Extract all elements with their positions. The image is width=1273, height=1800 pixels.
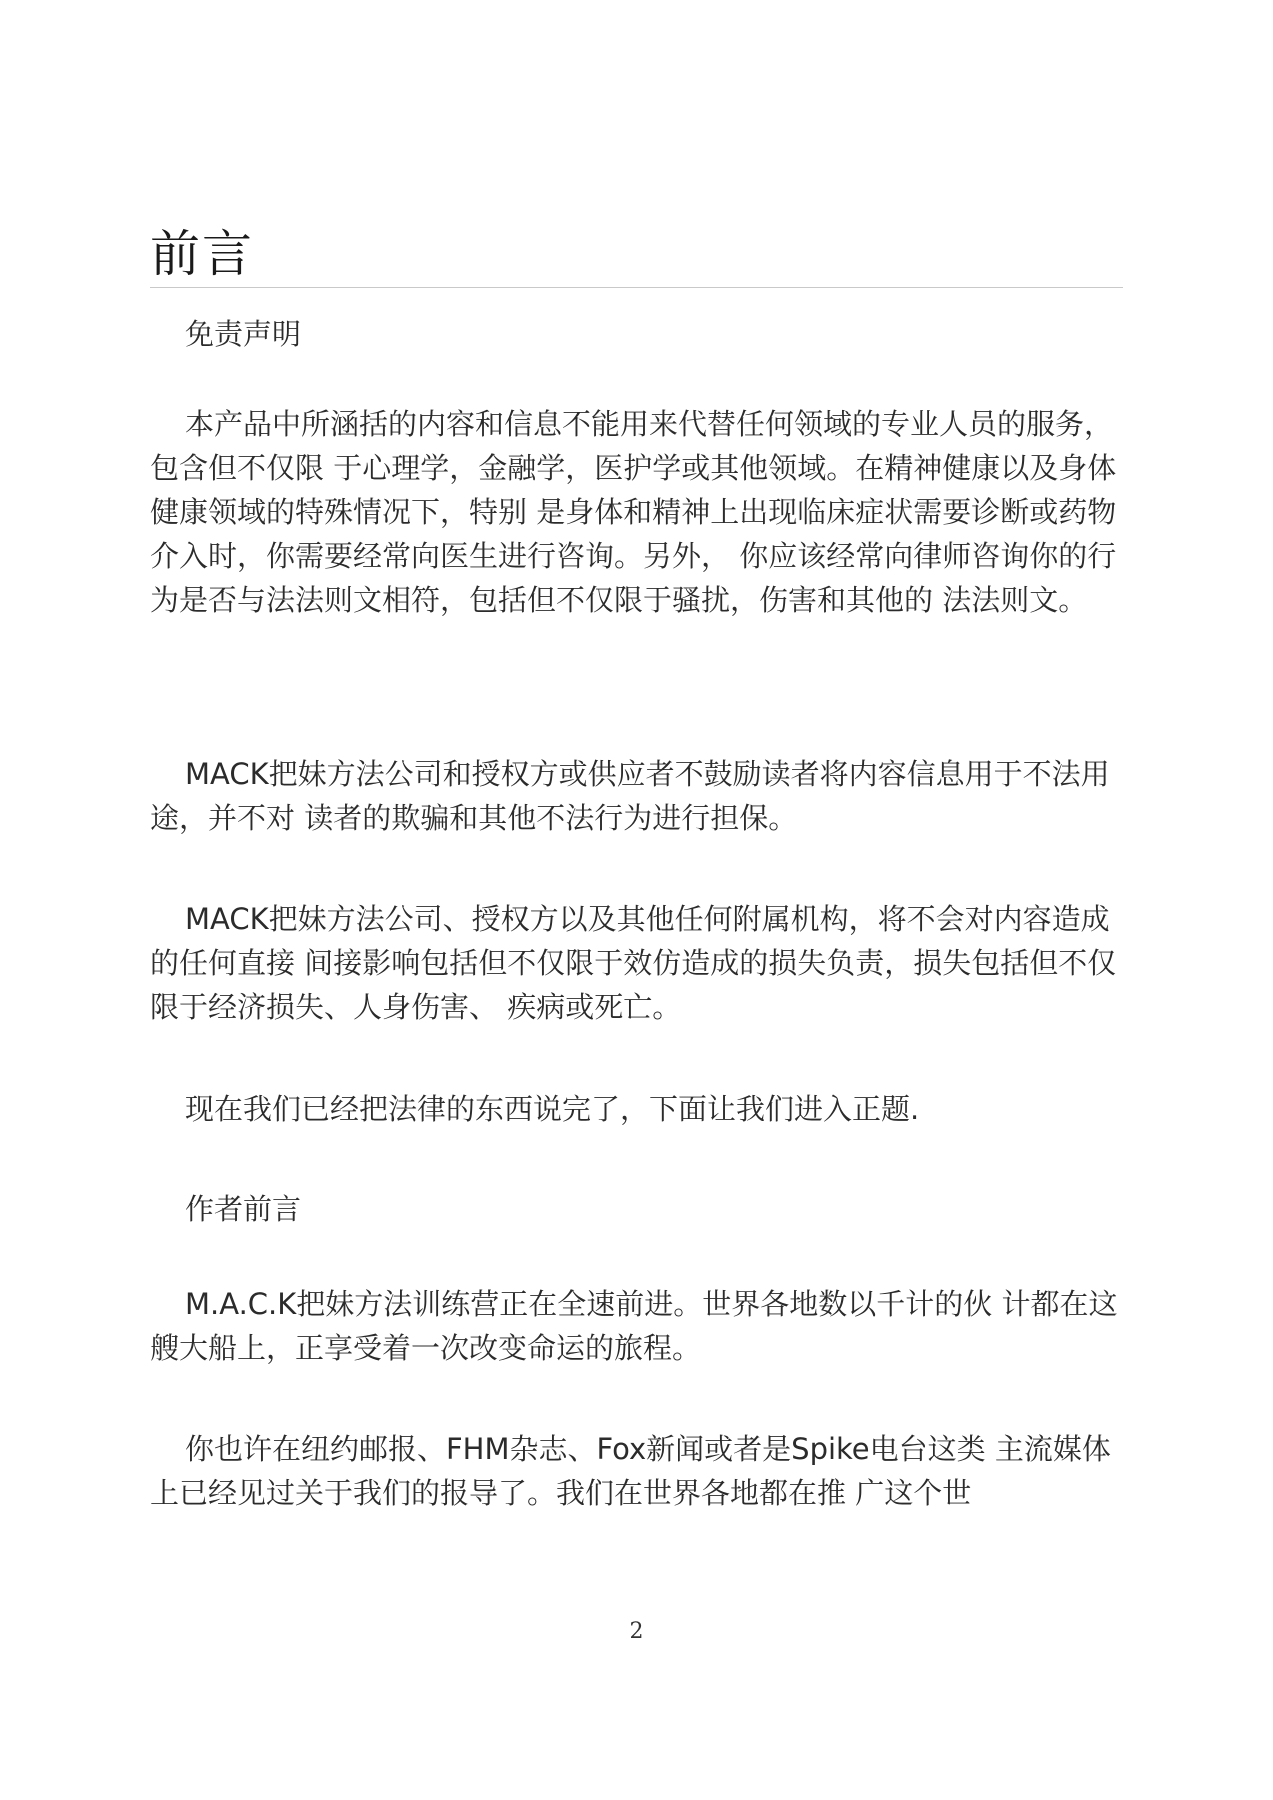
preface-paragraph-2: 你也许在纽约邮报、FHM杂志、Fox新闻或者是Spike电台这类 主流媒体上已经见过关于我们的报导了。我们在世界各地都在推 广这个世: [150, 1432, 1111, 1510]
author-preface-heading: 作者前言: [185, 1192, 302, 1226]
disclaimer-paragraph-4: 现在我们已经把法律的东西说完了，下面让我们进入正题.: [185, 1092, 920, 1126]
disclaimer-paragraph-3: MACK把妹方法公司、授权方以及其他任何附属机构，将不会对内容造成的任何直接 间接影响包括但不仅限于效仿造成的损失负责，损失包括但不仅限于经济损失、人身伤害、 疾病或死亡。: [150, 902, 1117, 1024]
disclaimer-heading: 免责声明: [185, 317, 302, 351]
page-title: 前言: [150, 225, 254, 283]
preface-paragraph-1: M.A.C.K把妹方法训练营正在全速前进。世界各地数以千计的伙 计都在这艘大船上，正享受着一次改变命运的旅程。: [150, 1287, 1118, 1365]
disclaimer-paragraph-1: 本产品中所涵括的内容和信息不能用来代替任何领域的专业人员的服务，包含但不仅限 于心理学，金融学，医护学或其他领域。在精神健康以及身体健康领域的特殊情况下，特别 是身体和精神上出现临床症状需要诊断或药物介入时，你需要经常向医生进行咨询。另外， 你应该经常向律师咨询你的行为是否与法法则文相符，包括但不仅限于骚扰，伤害和其他的 法法则文。: [150, 407, 1117, 617]
title-divider: [150, 287, 1123, 288]
page-number: 2: [629, 1619, 644, 1644]
disclaimer-paragraph-2: MACK把妹方法公司和授权方或供应者不鼓励读者将内容信息用于不法用途，并不对 读者的欺骗和其他不法行为进行担保。: [150, 757, 1110, 835]
